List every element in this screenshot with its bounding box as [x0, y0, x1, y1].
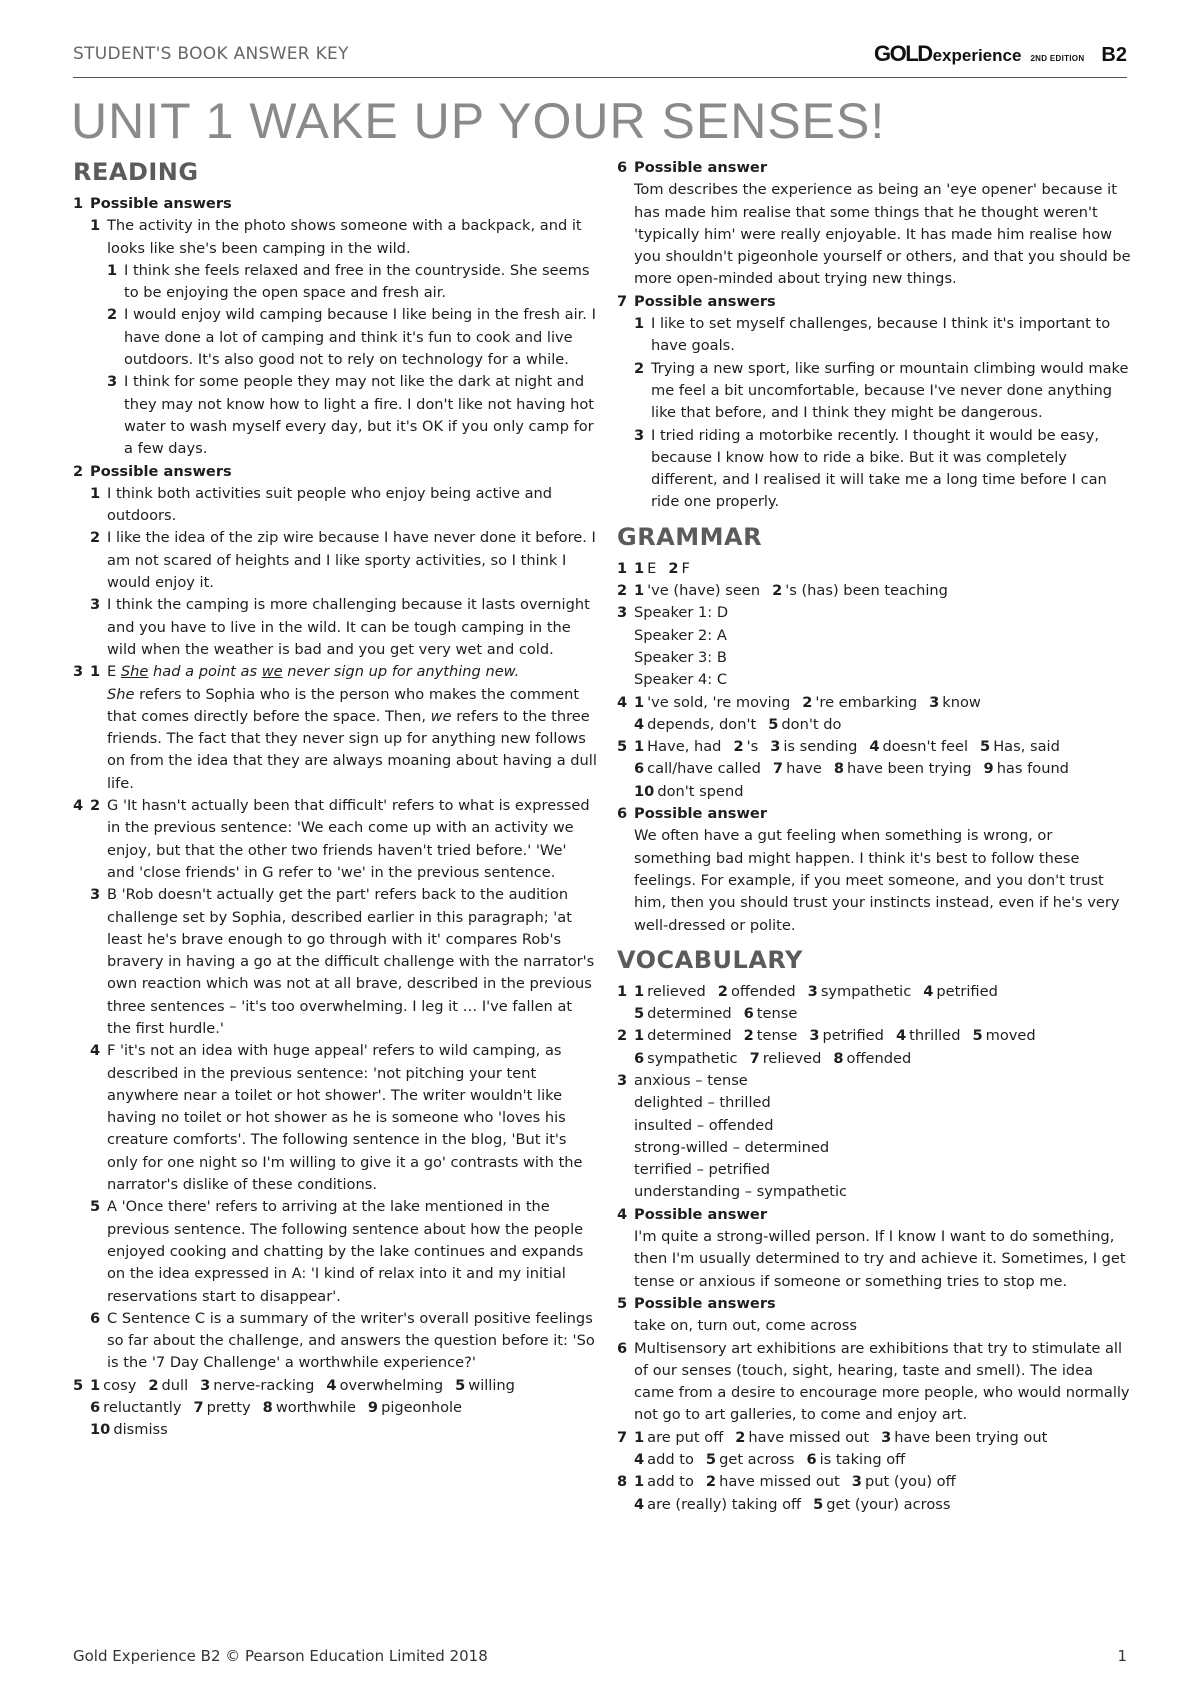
reading-ex7: 7 Possible answers 1 I like to set myself challenges, because I think it's important to have goals. 2 Trying a new sport, like surfing or mountain climbing would make me feel a bit uncomfortable, because I've never done anything like that before, and I think they might be dangerous. 3 I tried riding a motorbike recently. I thought it would be easy, because I know how to ride a bike. But it was completely different, and I realised it will take me a long time before I can ride one properly. — [617, 291, 1132, 514]
list-item: 1 I think both activities suit people who enjoy being active and outdoors. — [90, 484, 553, 525]
ex-label: Possible answer — [634, 805, 768, 823]
list-item: insulted – offended — [634, 1116, 774, 1134]
list-item: 1 I like to set myself challenges, because I think it's important to have goals. — [634, 315, 1111, 355]
grammar-ex2: 2 1 've (have) seen 2 's (has) been teaching — [617, 582, 948, 600]
ex-label: Possible answers — [90, 462, 232, 480]
brand-gold: GOLD — [874, 41, 932, 66]
reading-ex4: 4 2 G 'It hasn't actually been that difficult' refers to what is expressed in the previous sentence: 'We each come up with an activity we enjoy, but that the other two friends haven't tried before.' 'We' and 'close friends' in G refer to 'we' in the previous sentence. 3 B 'Rob doesn't actually get the part' refers back to the audition challenge set by Sophia, described earlier in this paragraph; 'at least he's brave enough to go through with it' compares Rob's bravery in having a go at the difficult challenge with the narrator's own reaction which was not at all brave, described in the previous three sentences – 'it's too overwhelming. I leg it … I've fallen at the first hurdle.' 4 F 'it's not an idea with huge appeal' refers to wild camping, as described in the previous sentence: 'not pitching your tent anywhere near a toilet or hot shower'. The writer wouldn't like having no toilet or hot shower as he is someone who 'loves his creature comforts'. The following sentence in the blog, 'But it's only for one night so I'm willing to give it a go' contrasts with the narrator's dislike of these conditions. 5 A 'Once there' refers to arriving at the lake mentioned in the previous sentence. The following sentence about how the people enjoyed cooking and chatting by the lake continues and expands on the idea expressed in A: 'I kind of relax into it and my initial reservations start to disappear'. 6 C Sentence C is a summary of the writer's overall positive feelings so far about the challenge, and answers the question before it: 'So is the '7 Day Challenge' a worthwhile experience?' — [73, 795, 598, 1375]
vocabulary-ex7: 7 1 are put off 2 have missed out 3 have been trying out 4 add to 5 get across 6 is taking off — [617, 1428, 1048, 1469]
list-item: 3 B 'Rob doesn't actually get the part' refers back to the audition challenge set by Sophia, described earlier in this paragraph; 'at least he's brave enough to go through with it' compares Rob's bravery in having a go at the difficult challenge with the narrator's own reaction which was not at all brave, described in the previous three sentences – 'it's too overwhelming. I leg it … I've fallen at the first hurdle.' — [90, 886, 595, 1037]
grammar-ex4: 4 1 've sold, 're moving 2 're embarking 3 know 4 depends, don't 5 don't do — [617, 693, 981, 733]
list-item: 3 I think the camping is more challenging because it lasts overnight and you have to live in the wild. It can be tough camping in the wild when the weather is bad and you get very wet and cold. — [90, 596, 590, 658]
list-item: Speaker 3: B — [634, 648, 727, 666]
list-item: strong-willed – determined — [634, 1138, 830, 1156]
list-item: 2 Trying a new sport, like surfing or mountain climbing would make me feel a bit uncomfortable, because I've never done anything like that before, and I think they might be dangerous. — [634, 359, 1129, 422]
grammar-ex3: 3 Speaker 1: D Speaker 2: A Speaker 3: B Speaker 4: C — [617, 602, 1132, 691]
page-footer — [73, 1647, 1127, 1665]
grammar-heading: GRAMMAR — [617, 522, 763, 551]
vocabulary-heading: VOCABULARY — [617, 945, 803, 974]
grammar-ex6: 6 Possible answer We often have a gut feeling when something is wrong, or something bad might happen. I think it's best to follow these feelings. For example, if you meet someone, and you don't trust him, then you should trust your instincts instead, even if he's very well-dressed or polite. — [617, 803, 1132, 937]
list-item: anxious – tense — [634, 1071, 748, 1089]
list-item: Speaker 2: A — [634, 626, 727, 644]
vocabulary-ex2: 2 1 determined 2 tense 3 petrified 4 thrilled 5 moved 6 sympathetic 7 relieved 8 offended — [617, 1027, 1036, 1067]
list-item: 4 F 'it's not an idea with huge appeal' refers to wild camping, as described in the previous sentence: 'not pitching your tent anywhere near a toilet or hot shower'. The writer wouldn't like having no toilet or hot shower as he is someone who 'loves his creature comforts'. The following sentence in the blog, 'But it's only for one night so I'm willing to give it a go' contrasts with the narrator's dislike of these conditions. — [90, 1042, 583, 1194]
answer-key-label: STUDENT'S BOOK ANSWER KEY — [73, 44, 349, 64]
reading-ex1: 1 Possible answers 1 The activity in the photo shows someone with a backpack, and it looks like she's been camping in the wild. 1 I think she feels relaxed and free in the countryside. She seems to be enjoying the open space and fresh air. 2 I would enjoy wild camping because I like being in the fresh air. I have done a lot of camping and think it's fun to cook and live outdoors. It's also good not to rely on technology for a while. 3 I think for some people they may not like the dark at night and they may not know how to light a fire. I don't like not having hot water to wash myself every day, but it's OK if you only camp for a few days. — [73, 193, 598, 461]
ex-label: Possible answers — [90, 195, 232, 212]
vocabulary-ex6: 6 Multisensory art exhibitions are exhibitions that try to stimulate all of our senses (touch, sight, hearing, taste and smell). The idea came from a desire to encourage more people, who would normally not go to art galleries, to come and enjoy art. — [617, 1339, 1130, 1424]
vocabulary-ex3: 3 anxious – tense delighted – thrilled insulted – offended strong-willed – determined terrified – petrified understanding – sympathetic — [617, 1070, 1132, 1204]
ex-label: Possible answers — [634, 292, 776, 310]
unit-title: UNIT 1 WAKE UP YOUR SENSES! — [71, 93, 886, 149]
grammar-ex1: 1 1 E 2 F — [617, 559, 690, 577]
list-item: 2 I would enjoy wild camping because I like being in the fresh air. I have done a lot of camping and think it's fun to cook and live outdoors. It's also good not to rely on technology for a while. — [107, 306, 596, 369]
right-column — [617, 157, 1132, 1516]
list-item: 1 The activity in the photo shows someone with a backpack, and it looks like she's been camping in the wild. 1 I think she feels relaxed and free in the countryside. She seems to be enjoying the open space and fresh air. 2 I would enjoy wild camping because I like being in the fresh air. I have done a lot of camping and think it's fun to cook and live outdoors. It's also good not to rely on technology for a while. 3 I think for some people they may not like the dark at night and they may not know how to light a fire. I don't like not having hot water to wash myself every day, but it's OK if you only camp for a few days. — [90, 215, 598, 460]
reading-ex2: 2 Possible answers 1 I think both activities suit people who enjoy being active and outdoors. 2 I like the idea of the zip wire because I have never done it before. I am not scared of heights and I like sporty activities, so I think I would enjoy it. 3 I think the camping is more challenging because it lasts overnight and you have to live in the wild. It can be tough camping in the wild when the weather is bad and you get very wet and cold. — [73, 461, 598, 662]
page-number: 1 — [1117, 1647, 1127, 1665]
brand-experience: experience — [932, 46, 1022, 65]
list-item: 6 C Sentence C is a summary of the writer's overall positive feelings so far about the challenge, and answers the question before it: 'So is the '7 Day Challenge' a worthwhile experience?' — [90, 1309, 595, 1372]
list-item: 2 G 'It hasn't actually been that difficult' refers to what is expressed in the previous sentence: 'We each come up with an activity we enjoy, but that the other two friends haven't tried before.' 'We' and 'close friends' in G refer to 'we' in the previous sentence. — [90, 797, 590, 881]
list-item: delighted – thrilled — [634, 1094, 771, 1112]
vocabulary-ex8: 8 1 add to 2 have missed out 3 put (you) off 4 are (really) taking off 5 get (your) across — [617, 1473, 956, 1513]
list-item: 3 I tried riding a motorbike recently. I thought it would be easy, because I know how to ride a bike. But it was completely different, and I realised it will take me a long time before I can ride one properly. — [634, 426, 1107, 511]
list-item: 1 E She had a point as we never sign up for anything new. She refers to Sophia who is the person who makes the comment that comes directly before the space. Then, we refers to the three friends. The fact that they never sign up for anything new follows on from the idea that they are always moaning about having a dull life. — [90, 663, 597, 792]
vocabulary-ex1: 1 1 relieved 2 offended 3 sympathetic 4 petrified 5 determined 6 tense — [617, 982, 998, 1023]
list-item: 3 I think for some people they may not like the dark at night and they may not know how to light a fire. I don't like not having hot water to wash myself every day, but it's OK if you only camp for a few days. — [107, 373, 595, 458]
reading-heading: READING — [73, 158, 199, 186]
ex-label: Possible answers — [634, 1294, 776, 1312]
list-item: understanding – sympathetic — [634, 1183, 848, 1201]
brand-edition: 2ND EDITION — [1030, 54, 1085, 63]
copyright: Gold Experience B2 © Pearson Education Limited 2018 — [73, 1647, 488, 1665]
vocabulary-ex4: 4 Possible answer I'm quite a strong-willed person. If I know I want to do something, then I'm usually determined to try and achieve it. Sometimes, I get tense or anxious if someone or something tries to stop me. — [617, 1204, 1132, 1293]
vocabulary-ex5: 5 Possible answers take on, turn out, come across — [617, 1293, 1132, 1338]
reading-ex5: 5 1 cosy 2 dull 3 nerve-racking 4 overwhelming 5 willing 6 reluctantly 7 pretty 8 worthwhile 9 pigeonhole 10 dismiss — [73, 1376, 515, 1439]
list-item: Speaker 4: C — [634, 671, 728, 689]
page-header — [73, 41, 1127, 78]
list-item: 1 I think she feels relaxed and free in the countryside. She seems to be enjoying the open space and fresh air. — [107, 261, 590, 302]
list-item: 2 I like the idea of the zip wire because I have never done it before. I am not scared of heights and I like sporty activities, so I think I would enjoy it. — [90, 529, 596, 592]
reading-ex3: 3 1 E She had a point as we never sign up for anything new. She refers to Sophia who is the person who makes the comment that comes directly before the space. Then, we refers to the three friends. The fact that they never sign up for anything new follows on from the idea that they are always moaning about having a dull life. — [73, 661, 598, 795]
reading-ex6: 6 Possible answer Tom describes the experience as being an 'eye opener' because it has made him realise that some things that he thought weren't 'typically him' were really enjoyable. It has made him realise how you shouldn't pigeonhole yourself or others, and that you should be more open-minded about trying new things. — [617, 159, 1131, 288]
list-item: 5 A 'Once there' refers to arriving at the lake mentioned in the previous sentence. The following sentence about how the people enjoyed cooking and chatting by the lake continues and expands on the idea expressed in A: 'I kind of relax into it and my initial reservations start to disappear'. — [90, 1198, 584, 1305]
list-item: terrified – petrified — [634, 1161, 770, 1179]
ex-label: Possible answer — [634, 159, 768, 176]
list-item: Speaker 1: D — [634, 604, 729, 622]
ex-label: Possible answer — [634, 1205, 768, 1223]
grammar-ex5: 5 1 Have, had 2 's 3 is sending 4 doesn't feel 5 Has, said 6 call/have called 7 have 8 have been trying 9 has found 10 don't spend — [617, 738, 1069, 800]
brand-level: B2 — [1101, 44, 1127, 66]
brand-logo — [874, 41, 1127, 67]
left-column — [73, 155, 598, 1442]
